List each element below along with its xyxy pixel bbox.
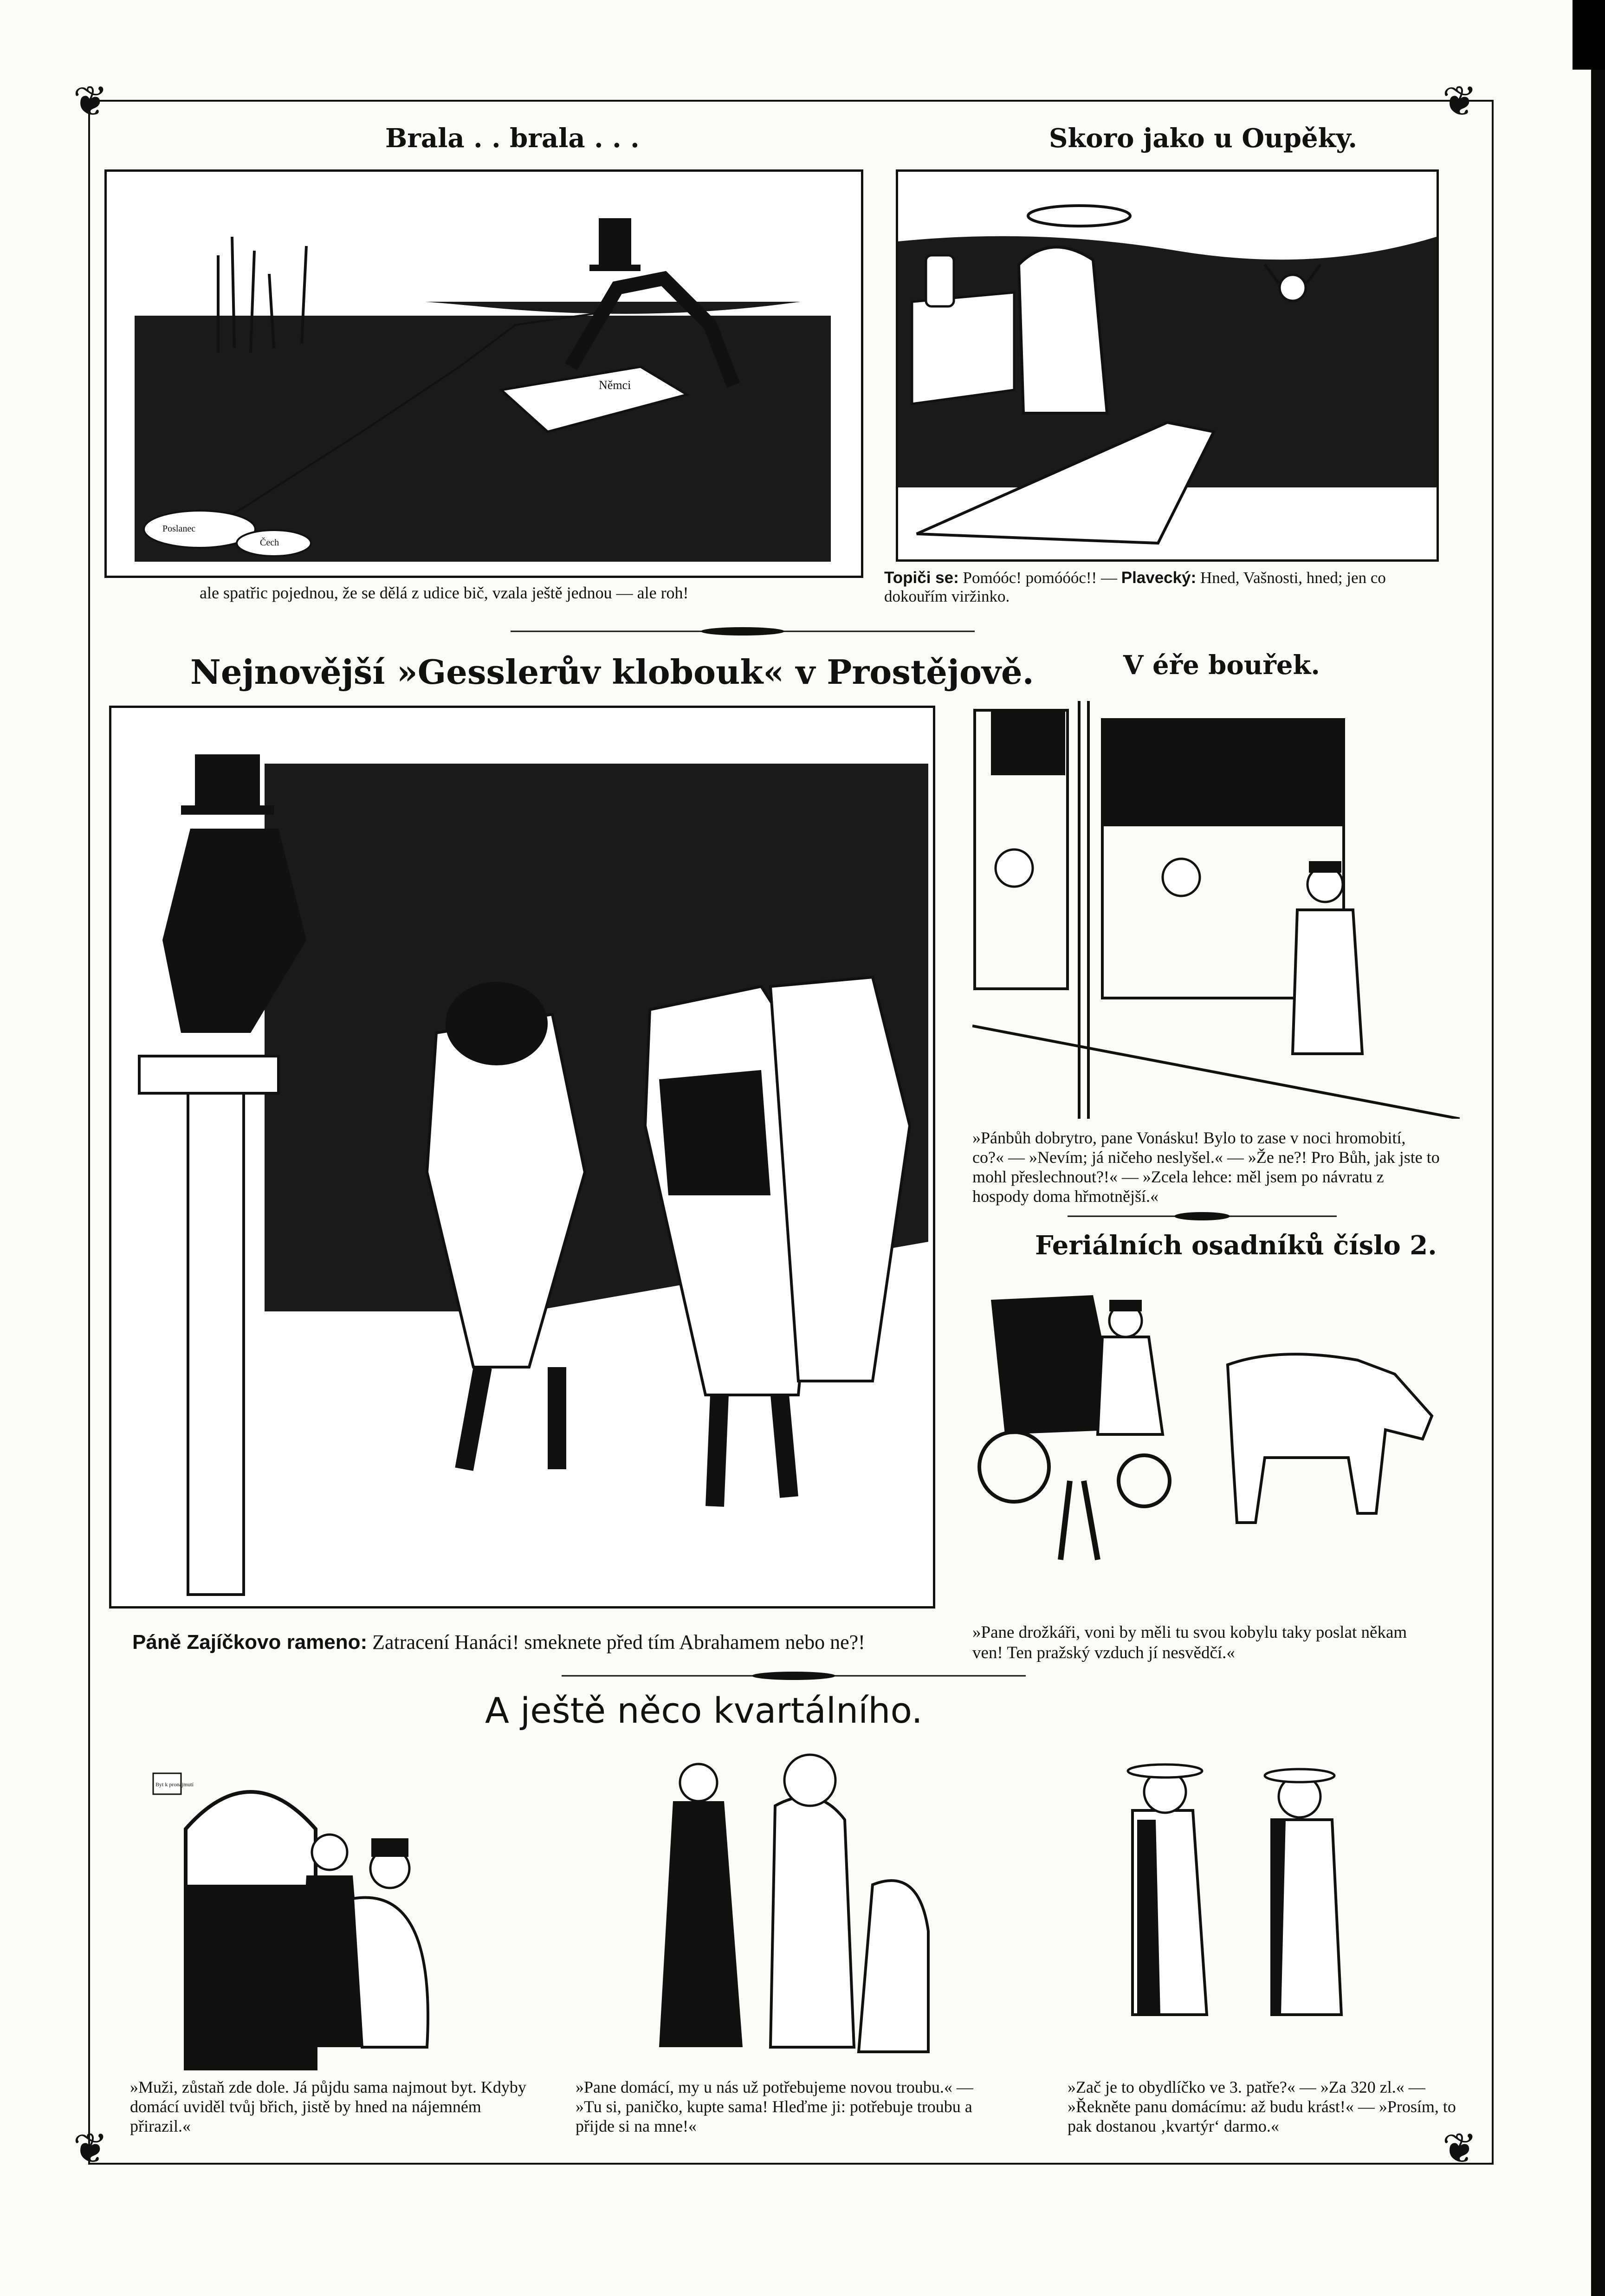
panel1-caption: ale spatřic pojednou, že se dělá z udice bič, vzala ještě jednou — ale roh! <box>200 584 689 602</box>
panel4-caption: »Pánbůh dobrytro, pane Vonásku! Bylo to zase v noci hromobití, co?« — »Nevím; já ničeho neslyšel.« — »Že ne?! Pro Bůh, jak jste to mohl přeslechnout?!« — »Zcela lehce: měl jsem po návratu z hospody doma hřmotnější.« <box>972 1129 1440 1206</box>
panel3-illustration <box>109 706 935 1608</box>
svg-text:Poslanec: Poslanec <box>162 524 196 534</box>
scan-edge-top <box>1573 0 1605 70</box>
panel2-line2: Hned, Vašnosti, hned; jen co dokouřím viržinko. <box>884 569 1386 605</box>
bottom3-caption: »Zač je to obydlíčko ve 3. patře?« — »Za 320 zl.« — »Řekněte panu domácímu: až budu krást!« — »Prosím, to pak dostanou ‚kvartýr‘ darmo.« <box>1068 2078 1456 2135</box>
scan-edge <box>1591 19 1605 2296</box>
corner-ornament-icon: ❦ <box>1442 2126 1477 2172</box>
panel3-caption <box>132 1632 945 1653</box>
panel1-illustration <box>104 169 863 578</box>
divider-ornament-icon <box>1068 1212 1337 1221</box>
bottom2-illustration <box>557 1745 1021 2070</box>
panel2-caption <box>884 569 1437 606</box>
divider-ornament-icon <box>511 627 975 636</box>
corner-ornament-icon: ❦ <box>73 79 108 125</box>
panel3-title: Nejnovější »Gesslerův klobouk« v Prostějově. <box>190 652 1034 692</box>
panel5-caption: »Pane drožkáři, voni by měli tu svou kobylu taky poslat někam ven! Ten pražský vzduch jí nesvědčí.« <box>972 1623 1407 1662</box>
panel2-speaker1: Topiči se: <box>884 569 959 587</box>
panel3-line: Zatracení Hanáci! smeknete před tím Abrahamem nebo ne?! <box>372 1631 865 1654</box>
svg-text:Čech: Čech <box>260 538 279 548</box>
bottom1-caption: »Muži, zůstaň zde dole. Já půjdu sama najmout byt. Kdyby domácí uviděl tvůj břich, jistě by hned na nájemném přirazil.« <box>130 2078 526 2135</box>
bottom1-illustration <box>111 1745 529 2070</box>
panel1-title: Brala . . brala . . . <box>385 123 640 154</box>
panel3-speaker: Páně Zajíčkovo rameno: <box>132 1631 368 1654</box>
panel4-title: V éře bouřek. <box>1123 650 1320 681</box>
panel2-illustration <box>896 169 1439 562</box>
panel2-line1: Pomóóc! pomóóóc!! — <box>963 569 1117 587</box>
panel5-illustration <box>977 1281 1455 1588</box>
corner-ornament-icon: ❦ <box>1442 79 1477 125</box>
panel2-title: Skoro jako u Oupěky. <box>1049 123 1358 154</box>
panel5-title: Feriálních osadníků číslo 2. <box>1035 1230 1437 1261</box>
section-title: A ještě něco kvartálního. <box>485 1690 923 1731</box>
panel2-speaker2: Plavecký: <box>1121 569 1197 587</box>
svg-text:Němci: Němci <box>599 378 631 392</box>
panel4-illustration <box>972 701 1460 1119</box>
svg-text:Byt k pronajmutí: Byt k pronajmutí <box>155 1781 194 1788</box>
divider-ornament-icon <box>562 1671 1026 1680</box>
bottom3-illustration <box>1054 1745 1462 2070</box>
corner-ornament-icon: ❦ <box>73 2126 108 2172</box>
bottom2-caption: »Pane domácí, my u nás už potřebujeme novou troubu.« — »Tu si, paničko, kupte sama! Hleďme ji: potřebuje troubu a přijde si na mne!« <box>576 2078 973 2135</box>
